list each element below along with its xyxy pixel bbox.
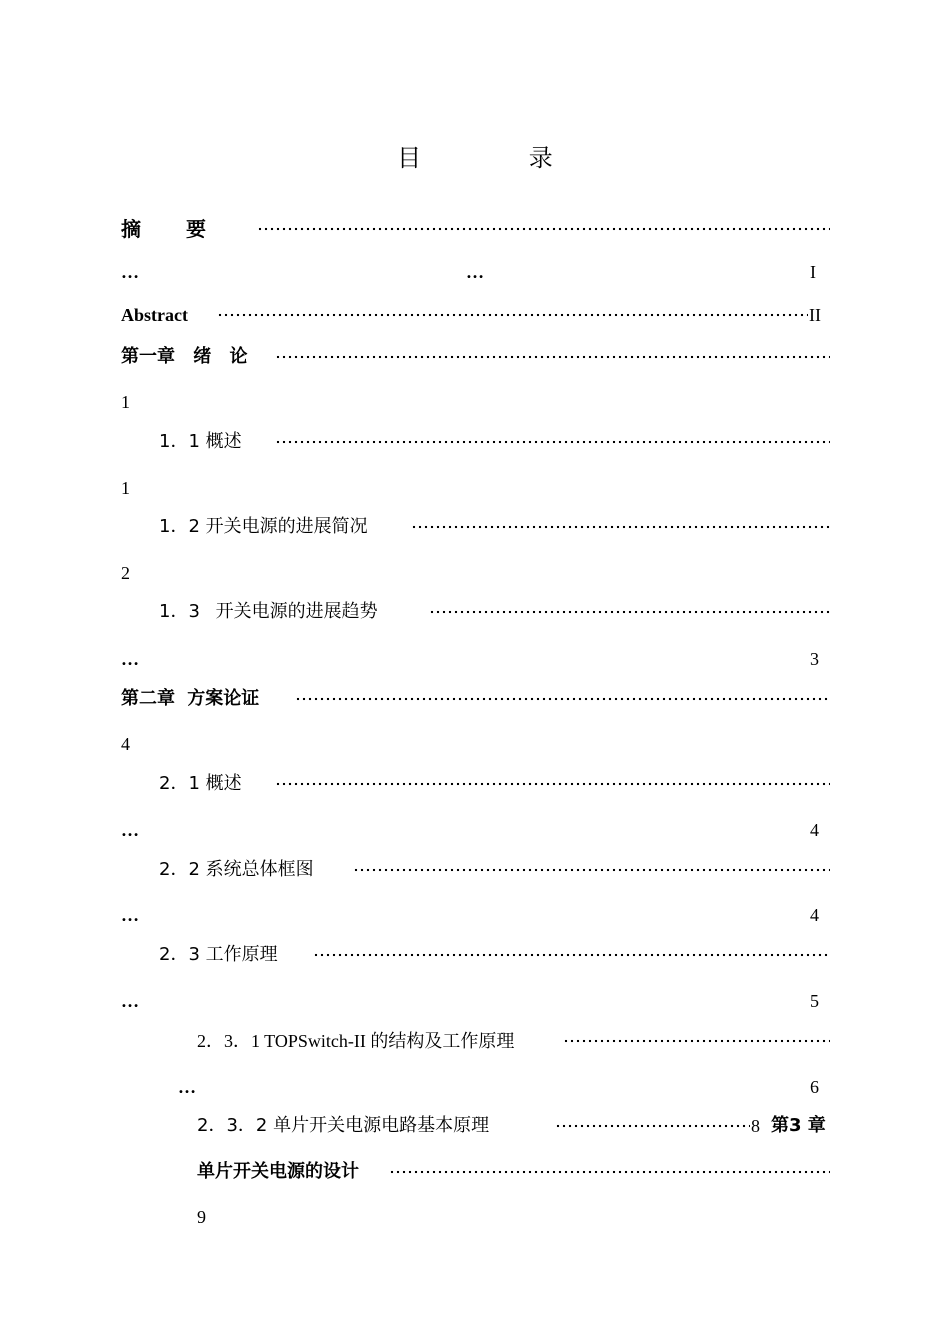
toc-entry-2-2[interactable] — [159, 856, 830, 884]
toc-page-number: 5 — [810, 991, 819, 1011]
toc-entry-ch1-page — [121, 388, 830, 416]
toc-entry-abstract-cn-cont — [121, 258, 830, 286]
toc-page-number: 6 — [810, 1077, 819, 1097]
toc-entry-ch1[interactable] — [121, 343, 830, 371]
toc-entry-1-2[interactable] — [159, 513, 830, 541]
toc-continuation: … — [121, 262, 139, 282]
toc-entry-ch3-page — [197, 1203, 830, 1231]
toc-page-number: 8 — [751, 1116, 760, 1136]
toc-label: 1．3 开关电源的进展趋势 — [159, 601, 378, 622]
toc-entry-abstract-en[interactable] — [121, 301, 830, 329]
toc-entry-2-2-cont — [121, 901, 830, 929]
toc-entry-1-3-cont — [121, 645, 830, 673]
toc-entry-1-1[interactable] — [159, 428, 830, 456]
toc-entry-2-3-1-cont — [121, 1073, 830, 1101]
toc-label: 2．2 系统总体框图 — [159, 859, 314, 880]
toc-page-number: 1 — [121, 478, 130, 498]
toc-page-number: 2 — [121, 563, 130, 583]
toc-page-number: 4 — [810, 820, 819, 840]
toc-entry-ch3[interactable] — [197, 1158, 830, 1186]
dot-leader — [217, 313, 808, 317]
toc-continuation: … — [121, 649, 139, 669]
dot-leader — [411, 525, 830, 529]
toc-label: 2．3．1 TOPSwitch-II 的结构及工作原理 — [197, 1031, 515, 1051]
toc-label: 单片开关电源的设计 — [197, 1161, 359, 1182]
toc-page-number: 9 — [197, 1207, 206, 1227]
toc-entry-2-1[interactable] — [159, 770, 830, 798]
toc-label: 2．3．2 单片开关电源电路基本原理 — [197, 1115, 490, 1136]
toc-continuation: … — [178, 1077, 196, 1097]
toc-entry-2-3[interactable] — [159, 941, 830, 969]
page-title: 目 录 — [397, 144, 603, 172]
toc-entry-1-1-page — [121, 474, 830, 502]
dot-leader — [275, 355, 830, 359]
toc-page-number: 1 — [121, 392, 130, 412]
toc-entry-2-3-2[interactable] — [197, 1112, 830, 1140]
toc-next-chapter-prefix: 第3 章 — [771, 1115, 826, 1136]
toc-page-number: II — [809, 305, 821, 325]
dot-leader — [257, 227, 830, 231]
dot-leader — [275, 440, 830, 444]
toc-page-number: 3 — [810, 649, 819, 669]
toc-label: 摘 要 — [121, 217, 206, 241]
toc-entry-1-3[interactable] — [159, 598, 830, 626]
dot-leader — [563, 1039, 830, 1043]
toc-entry-1-2-page — [121, 559, 830, 587]
dot-leader — [313, 953, 830, 957]
toc-label: 第一章 绪 论 — [121, 346, 248, 367]
dot-leader — [295, 697, 830, 701]
toc-page-number: 4 — [121, 734, 130, 754]
dot-leader — [389, 1170, 830, 1174]
toc-continuation: … — [121, 905, 139, 925]
toc-label: 2．1 概述 — [159, 773, 242, 794]
toc-continuation: … — [121, 991, 139, 1011]
toc-entry-ch2-page — [121, 730, 830, 758]
toc-entry-ch2[interactable] — [121, 685, 830, 713]
toc-label: 2．3 工作原理 — [159, 944, 278, 965]
dot-leader — [555, 1124, 750, 1128]
dot-leader — [275, 782, 830, 786]
dot-leader — [429, 610, 830, 614]
toc-entry-2-3-1[interactable] — [197, 1027, 830, 1055]
toc-entry-abstract-cn[interactable] — [121, 215, 830, 243]
toc-page-number: I — [810, 262, 816, 282]
toc-entry-2-3-cont — [121, 987, 830, 1015]
toc-label: 1．1 概述 — [159, 431, 242, 452]
toc-page-number: 4 — [810, 905, 819, 925]
toc-label: Abstract — [121, 305, 188, 325]
toc-continuation: … — [466, 262, 484, 282]
toc-label: 第二章 方案论证 — [121, 688, 260, 709]
toc-label: 1．2 开关电源的进展简况 — [159, 516, 368, 537]
dot-leader — [353, 868, 830, 872]
toc-entry-2-1-cont — [121, 816, 830, 844]
toc-continuation: … — [121, 820, 139, 840]
